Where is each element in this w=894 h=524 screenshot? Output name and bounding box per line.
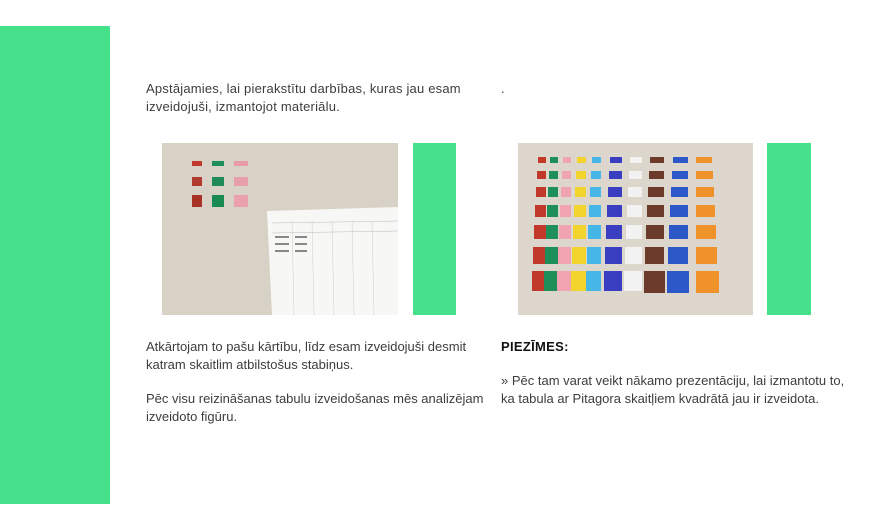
body-paragraph-2: Pēc visu reizināšanas tabulu izveidošanas mēs analizējam izveidoto figūru. [146,391,484,424]
notes-heading: PIEZĪMES: [501,339,569,354]
left-green-bar [0,26,110,504]
body-paragraph-1: Atkārtojam to pašu kārtību, līdz esam izveidojuši desmit katram skaitlim atbilstošus stabiņus. [146,339,467,372]
photo-bead-bars-grid [518,143,753,315]
notes-paragraph: » Pēc tam varat veikt nākamo prezentāciju, lai izmantotu to, ka tabula ar Pitagora skaitļiem kvadrātā jau ir izveidota. [501,373,845,406]
green-accent-block [413,143,456,315]
green-accent-block [767,143,811,315]
stray-dot: . [501,81,505,96]
intro-paragraph: Apstājamies, lai pierakstītu darbības, kuras jau esam izveidojuši, izmantojot materiālu. [146,81,461,114]
photo-2-drawing [518,143,753,315]
photo-1-drawing [162,143,398,315]
photo-bead-bars-with-worksheet [162,143,398,315]
worksheet-paper [267,207,398,315]
